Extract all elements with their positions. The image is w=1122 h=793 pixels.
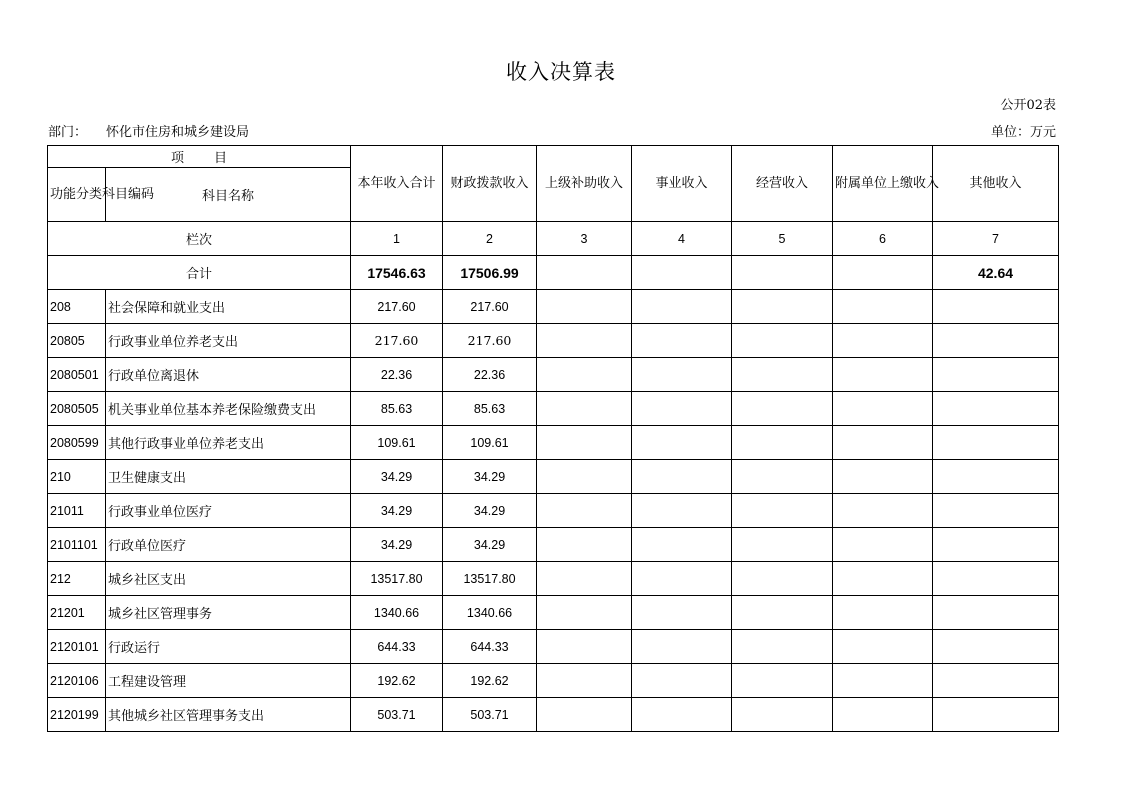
row-value xyxy=(933,426,1059,460)
row-value xyxy=(632,596,732,630)
row-value xyxy=(732,324,833,358)
header-col-1: 本年收入合计 xyxy=(351,146,443,222)
row-code: 2080501 xyxy=(48,358,106,392)
row-code: 210 xyxy=(48,460,106,494)
row-code: 2120101 xyxy=(48,630,106,664)
total-value: 17506.99 xyxy=(443,256,537,290)
row-name: 工程建设管理 xyxy=(106,664,351,698)
table-row xyxy=(48,630,1059,664)
row-value xyxy=(833,528,933,562)
row-value xyxy=(732,460,833,494)
row-value xyxy=(537,528,632,562)
row-value xyxy=(833,664,933,698)
row-value: 217.60 xyxy=(443,290,537,324)
row-value xyxy=(537,630,632,664)
row-value: 192.62 xyxy=(443,664,537,698)
row-value xyxy=(632,290,732,324)
row-name: 行政单位医疗 xyxy=(106,528,351,562)
row-value xyxy=(537,494,632,528)
row-value xyxy=(933,290,1059,324)
row-value xyxy=(632,426,732,460)
row-value xyxy=(933,630,1059,664)
row-value xyxy=(537,664,632,698)
total-value xyxy=(537,256,632,290)
row-value xyxy=(632,494,732,528)
column-index: 5 xyxy=(732,222,833,256)
row-value xyxy=(933,460,1059,494)
form-number: 公开02表 xyxy=(1000,98,1056,113)
row-value xyxy=(833,290,933,324)
row-name: 社会保障和就业支出 xyxy=(106,290,351,324)
table-row xyxy=(48,460,1059,494)
row-value xyxy=(833,596,933,630)
row-value xyxy=(732,664,833,698)
table-row xyxy=(48,596,1059,630)
header-col-6: 附属单位上缴收入 xyxy=(833,146,933,222)
column-index: 7 xyxy=(933,222,1059,256)
page-title: 收入决算表 xyxy=(506,60,616,84)
row-value xyxy=(632,528,732,562)
row-value xyxy=(632,324,732,358)
row-value: 217.60 xyxy=(443,324,537,358)
department-label: 部门： xyxy=(48,125,88,140)
row-value: 34.29 xyxy=(443,494,537,528)
row-value xyxy=(732,290,833,324)
row-value xyxy=(537,562,632,596)
row-code: 2080505 xyxy=(48,392,106,426)
row-value xyxy=(732,426,833,460)
unit-label: 单位：万元 xyxy=(990,125,1056,140)
row-value xyxy=(632,664,732,698)
row-code: 20805 xyxy=(48,324,106,358)
table-row xyxy=(48,698,1059,732)
row-value: 22.36 xyxy=(351,358,443,392)
row-value xyxy=(632,358,732,392)
table-row xyxy=(48,664,1059,698)
header-row-1 xyxy=(48,146,1059,168)
row-name: 行政事业单位养老支出 xyxy=(106,324,351,358)
row-value: 22.36 xyxy=(443,358,537,392)
row-value xyxy=(632,630,732,664)
row-value: 217.60 xyxy=(351,290,443,324)
column-index: 2 xyxy=(443,222,537,256)
row-value: 192.62 xyxy=(351,664,443,698)
header-col-7: 其他收入 xyxy=(933,146,1059,222)
row-value: 644.33 xyxy=(351,630,443,664)
row-value: 34.29 xyxy=(443,528,537,562)
row-value xyxy=(933,664,1059,698)
row-value xyxy=(632,392,732,426)
column-index: 6 xyxy=(833,222,933,256)
total-value xyxy=(833,256,933,290)
row-value: 1340.66 xyxy=(351,596,443,630)
row-value: 34.29 xyxy=(351,528,443,562)
row-value xyxy=(537,596,632,630)
row-value xyxy=(732,528,833,562)
row-value xyxy=(833,494,933,528)
header-item: 项目 xyxy=(48,146,351,168)
row-value: 13517.80 xyxy=(351,562,443,596)
row-value xyxy=(732,562,833,596)
row-value xyxy=(933,392,1059,426)
row-value xyxy=(732,358,833,392)
row-value: 85.63 xyxy=(351,392,443,426)
row-value: 13517.80 xyxy=(443,562,537,596)
row-name: 行政事业单位医疗 xyxy=(106,494,351,528)
table-row xyxy=(48,290,1059,324)
row-value: 34.29 xyxy=(351,494,443,528)
column-index: 3 xyxy=(537,222,632,256)
row-value: 644.33 xyxy=(443,630,537,664)
column-index-label: 栏次 xyxy=(48,222,351,256)
table-row xyxy=(48,528,1059,562)
row-value xyxy=(833,426,933,460)
row-value: 34.29 xyxy=(443,460,537,494)
table-row xyxy=(48,562,1059,596)
row-value: 217.60 xyxy=(351,324,443,358)
row-value xyxy=(933,528,1059,562)
row-value xyxy=(537,324,632,358)
row-value xyxy=(833,562,933,596)
row-code: 212 xyxy=(48,562,106,596)
column-index: 1 xyxy=(351,222,443,256)
row-value xyxy=(632,698,732,732)
row-value xyxy=(537,460,632,494)
row-value xyxy=(537,392,632,426)
row-value xyxy=(732,698,833,732)
header-name: 科目名称 xyxy=(106,168,351,222)
row-value xyxy=(537,358,632,392)
header-col-4: 事业收入 xyxy=(632,146,732,222)
row-name: 行政运行 xyxy=(106,630,351,664)
table-row xyxy=(48,358,1059,392)
total-value: 42.64 xyxy=(933,256,1059,290)
row-value xyxy=(933,562,1059,596)
row-code: 21201 xyxy=(48,596,106,630)
row-value xyxy=(933,358,1059,392)
row-name: 其他行政事业单位养老支出 xyxy=(106,426,351,460)
row-name: 城乡社区支出 xyxy=(106,562,351,596)
row-code: 208 xyxy=(48,290,106,324)
total-row xyxy=(48,256,1059,290)
header-col-2: 财政拨款收入 xyxy=(443,146,537,222)
row-value xyxy=(732,630,833,664)
header-code: 功能分类科目编码 xyxy=(48,168,106,222)
row-value: 34.29 xyxy=(351,460,443,494)
row-value: 109.61 xyxy=(351,426,443,460)
row-name: 行政单位离退休 xyxy=(106,358,351,392)
row-value xyxy=(933,596,1059,630)
row-value xyxy=(933,324,1059,358)
header-col-3: 上级补助收入 xyxy=(537,146,632,222)
row-code: 2120199 xyxy=(48,698,106,732)
column-index: 4 xyxy=(632,222,732,256)
row-code: 2101101 xyxy=(48,528,106,562)
row-value xyxy=(632,562,732,596)
header-col-5: 经营收入 xyxy=(732,146,833,222)
column-index-row xyxy=(48,222,1059,256)
total-value xyxy=(732,256,833,290)
row-value xyxy=(732,392,833,426)
table-row xyxy=(48,324,1059,358)
row-code: 21011 xyxy=(48,494,106,528)
row-value xyxy=(732,494,833,528)
total-value: 17546.63 xyxy=(351,256,443,290)
row-value xyxy=(537,698,632,732)
table-row xyxy=(48,426,1059,460)
row-value: 109.61 xyxy=(443,426,537,460)
row-value xyxy=(833,698,933,732)
department-name: 怀化市住房和城乡建设局 xyxy=(106,125,250,140)
table-row xyxy=(48,392,1059,426)
table-row xyxy=(48,494,1059,528)
row-value xyxy=(632,460,732,494)
row-value xyxy=(833,460,933,494)
row-name: 城乡社区管理事务 xyxy=(106,596,351,630)
row-name: 其他城乡社区管理事务支出 xyxy=(106,698,351,732)
row-value: 503.71 xyxy=(443,698,537,732)
row-value xyxy=(833,630,933,664)
income-table xyxy=(47,145,1059,732)
row-value: 503.71 xyxy=(351,698,443,732)
row-value xyxy=(933,494,1059,528)
row-value: 1340.66 xyxy=(443,596,537,630)
row-name: 卫生健康支出 xyxy=(106,460,351,494)
total-label: 合计 xyxy=(48,256,351,290)
row-code: 2120106 xyxy=(48,664,106,698)
row-value xyxy=(933,698,1059,732)
row-value xyxy=(732,596,833,630)
row-value xyxy=(537,290,632,324)
row-value xyxy=(833,358,933,392)
row-value: 85.63 xyxy=(443,392,537,426)
total-value xyxy=(632,256,732,290)
row-code: 2080599 xyxy=(48,426,106,460)
row-name: 机关事业单位基本养老保险缴费支出 xyxy=(106,392,351,426)
row-value xyxy=(537,426,632,460)
row-value xyxy=(833,392,933,426)
row-value xyxy=(833,324,933,358)
